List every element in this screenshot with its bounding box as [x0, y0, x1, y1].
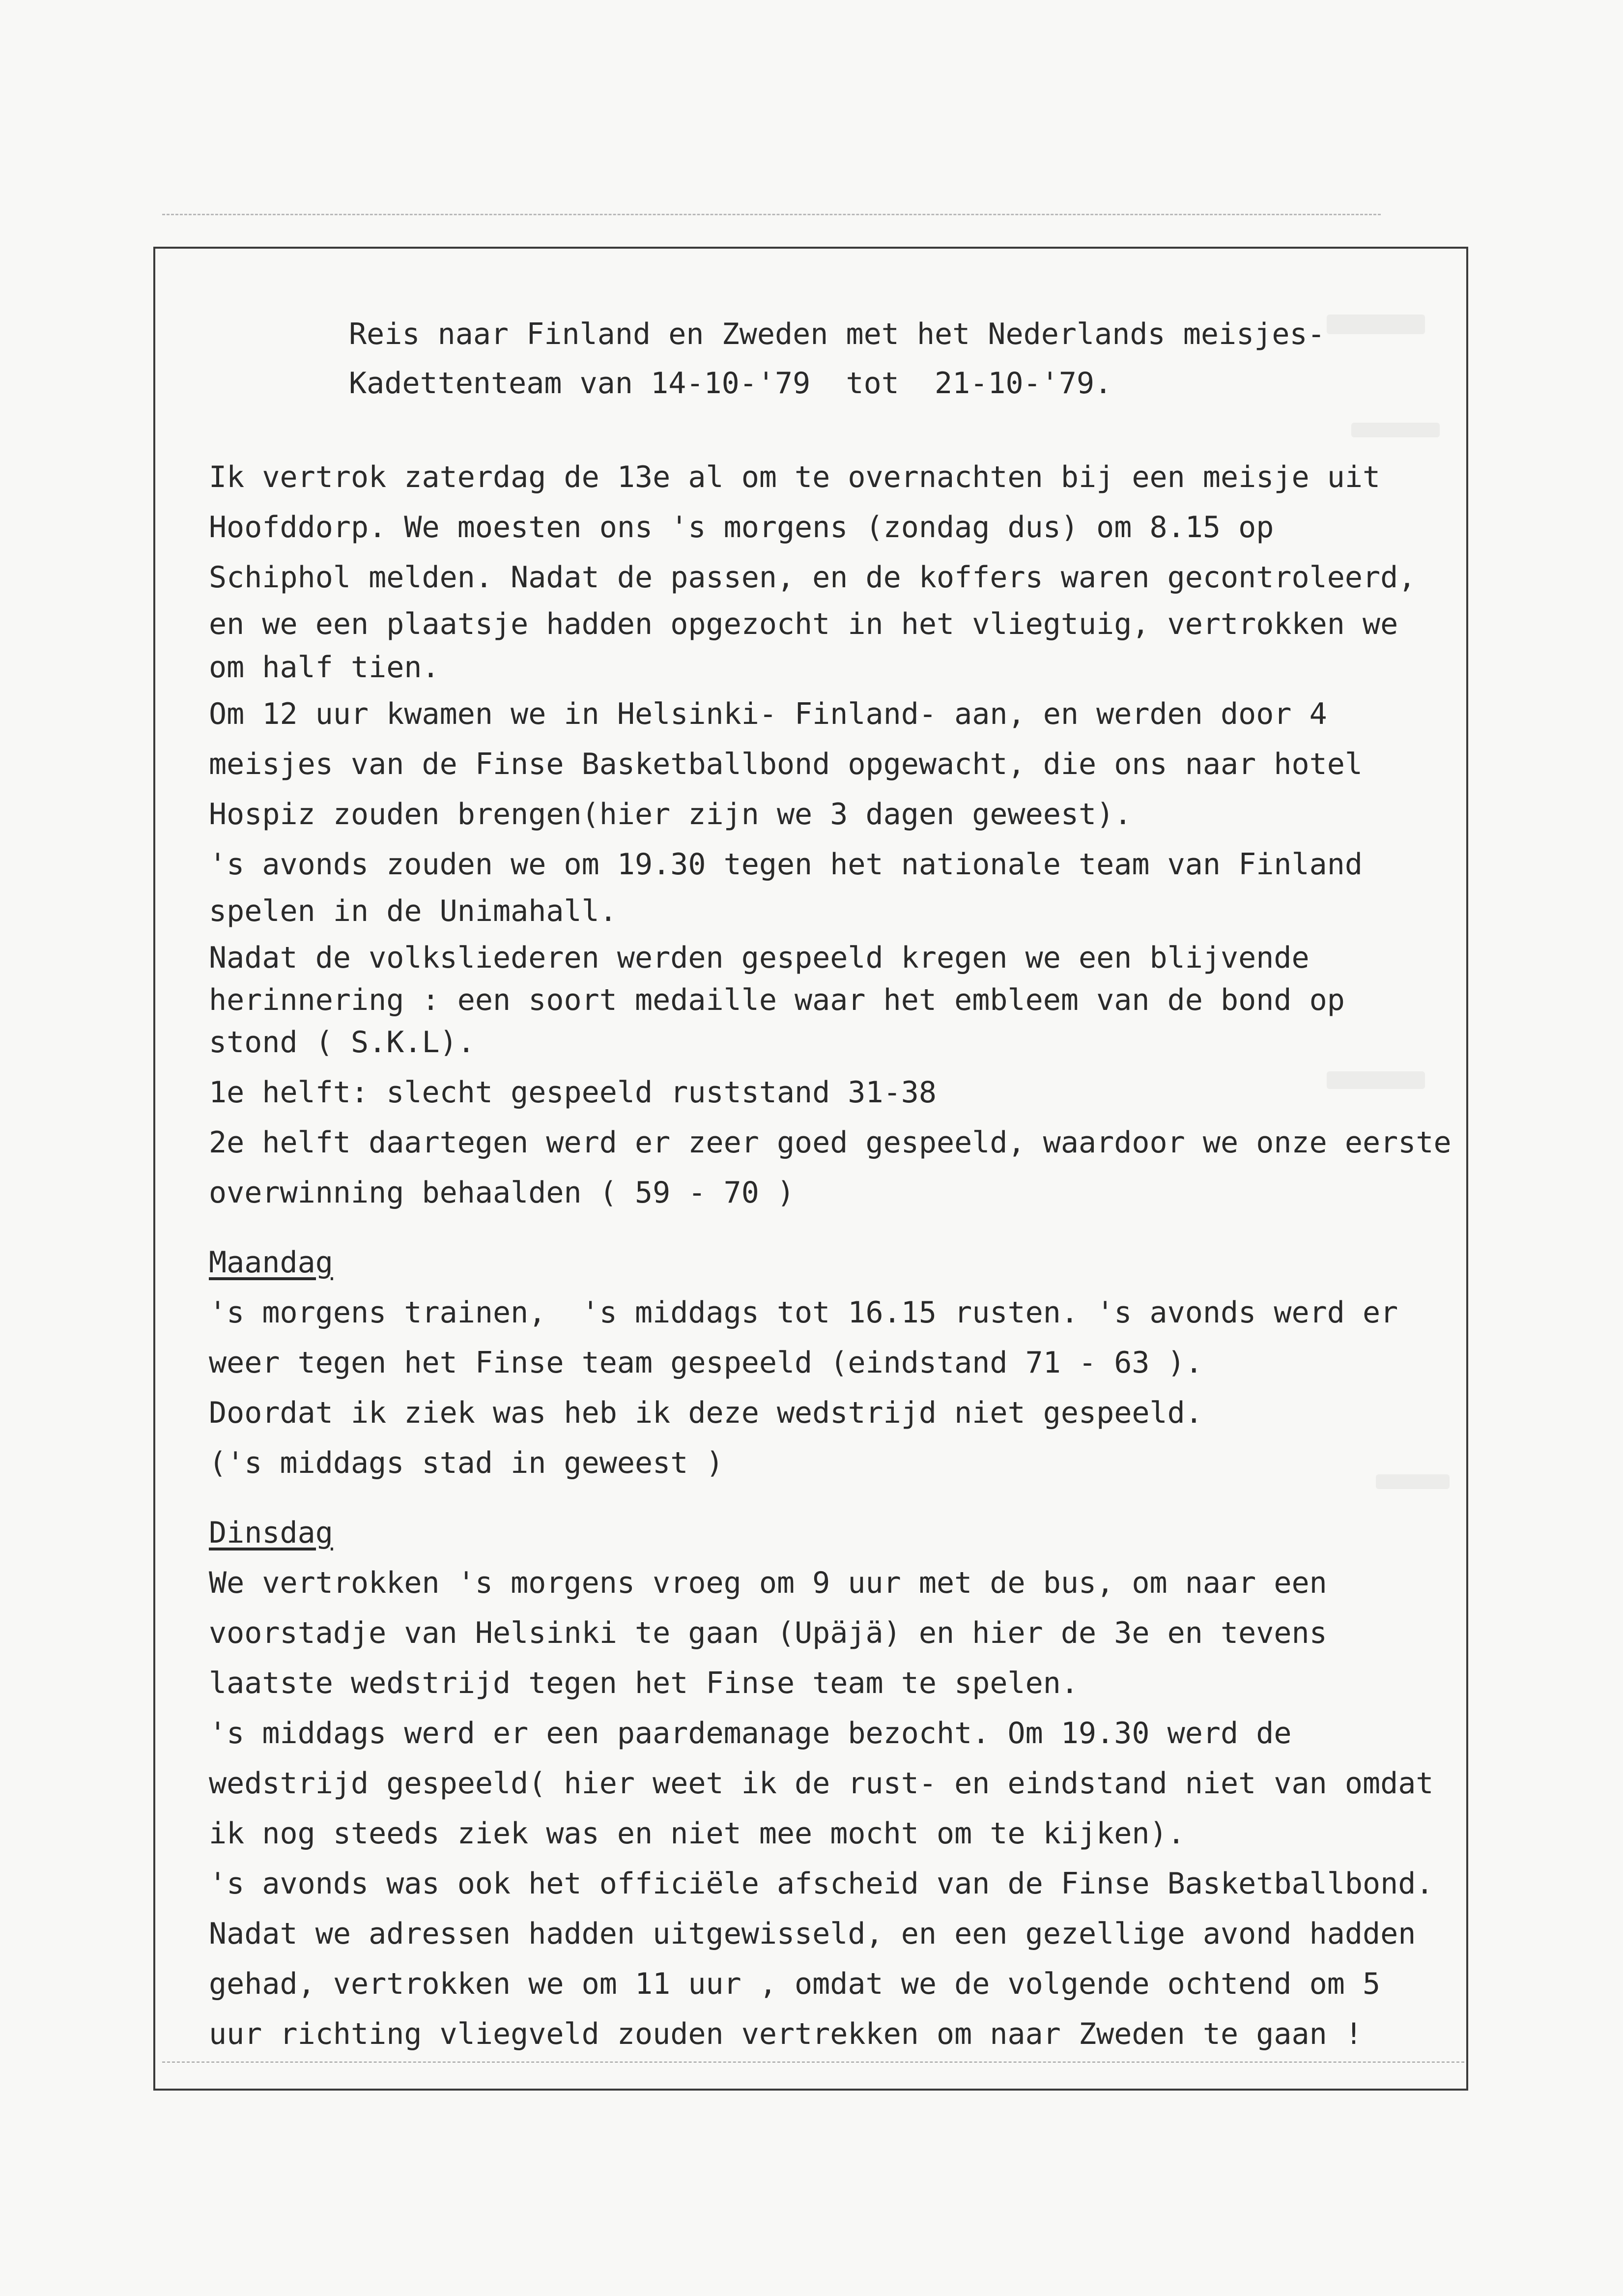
dinsdag-line: laatste wedstrijd tegen het Finse team te spelen. [209, 1666, 1079, 1700]
intro-line: om half tien. [209, 650, 440, 685]
intro-line: spelen in de Unimahall. [209, 894, 617, 928]
intro-line: en we een plaatsje hadden opgezocht in het vliegtuig, vertrokken we [209, 607, 1398, 641]
maandag-line: ('s middags stad in geweest ) [209, 1446, 724, 1480]
maandag-line: 's morgens trainen, 's middags tot 16.15 rusten. 's avonds werd er [209, 1295, 1398, 1330]
dinsdag-line: ik nog steeds ziek was en niet mee mocht om te kijken). [209, 1816, 1185, 1851]
maandag-line: weer tegen het Finse team gespeeld (eindstand 71 - 63 ). [209, 1346, 1203, 1380]
heading-dinsdag: Dinsdag [209, 1516, 333, 1550]
intro-line: Schiphol melden. Nadat de passen, en de koffers waren gecontroleerd, [209, 560, 1416, 595]
intro-line: Om 12 uur kwamen we in Helsinki- Finland- aan, en werden door 4 [209, 697, 1327, 731]
dinsdag-line: voorstadje van Helsinki te gaan (Upäjä) en hier de 3e en tevens [209, 1616, 1327, 1650]
intro-line: 2e helft daartegen werd er zeer goed gespeeld, waardoor we onze eerste [209, 1125, 1452, 1160]
intro-line: overwinning behaalden ( 59 - 70 ) [209, 1176, 795, 1210]
intro-line: Nadat de volksliederen werden gespeeld kregen we een blijvende [209, 941, 1310, 975]
document-title [349, 310, 1430, 408]
intro-line: Hospiz zouden brengen(hier zijn we 3 dagen geweest). [209, 797, 1132, 832]
intro-line: stond ( S.K.L). [209, 1025, 475, 1060]
dinsdag-line: We vertrokken 's morgens vroeg om 9 uur met de bus, om naar een [209, 1566, 1327, 1600]
intro-line: 's avonds zouden we om 19.30 tegen het nationale team van Finland [209, 847, 1363, 882]
title-line-2: Kadettenteam van 14-10-'79 tot 21-10-'79. [349, 366, 1112, 401]
dinsdag-line: uur richting vliegveld zouden vertrekken om naar Zweden te gaan ! [209, 2017, 1363, 2051]
section-gap [209, 1218, 1467, 1237]
dinsdag-line: Nadat we adressen hadden uitgewisseld, en een gezellige avond hadden [209, 1917, 1416, 1951]
dinsdag-line: 's middags werd er een paardemanage bezocht. Om 19.30 werd de [209, 1716, 1292, 1751]
bottom-dashed-rule [162, 2062, 1464, 2063]
intro-line: Ik vertrok zaterdag de 13e al om te overnachten bij een meisje uit [209, 460, 1381, 494]
intro-line: 1e helft: slecht gespeeld ruststand 31-38 [209, 1075, 937, 1110]
intro-line: Hoofddorp. We moesten ons 's morgens (zondag dus) om 8.15 op [209, 510, 1274, 545]
intro-line: meisjes van de Finse Basketballbond opgewacht, die ons naar hotel [209, 747, 1363, 781]
smudge-mark [1351, 423, 1440, 437]
dinsdag-line: wedstrijd gespeeld( hier weet ik de rust- en eindstand niet van omdat [209, 1766, 1434, 1801]
heading-maandag: Maandag [209, 1245, 333, 1280]
intro-line: herinnering : een soort medaille waar het embleem van de bond op [209, 983, 1345, 1017]
dinsdag-line: 's avonds was ook het officiële afscheid van de Finse Basketballbond. [209, 1866, 1434, 1901]
section-gap [209, 1488, 1467, 1508]
maandag-line: Doordat ik ziek was heb ik deze wedstrijd niet gespeeld. [209, 1396, 1203, 1430]
title-line-1: Reis naar Finland en Zweden met het Nederlands meisjes- [349, 317, 1325, 351]
top-dashed-rule [162, 214, 1381, 215]
document-body [209, 452, 1467, 2059]
dinsdag-line: gehad, vertrokken we om 11 uur , omdat we de volgende ochtend om 5 [209, 1967, 1381, 2001]
